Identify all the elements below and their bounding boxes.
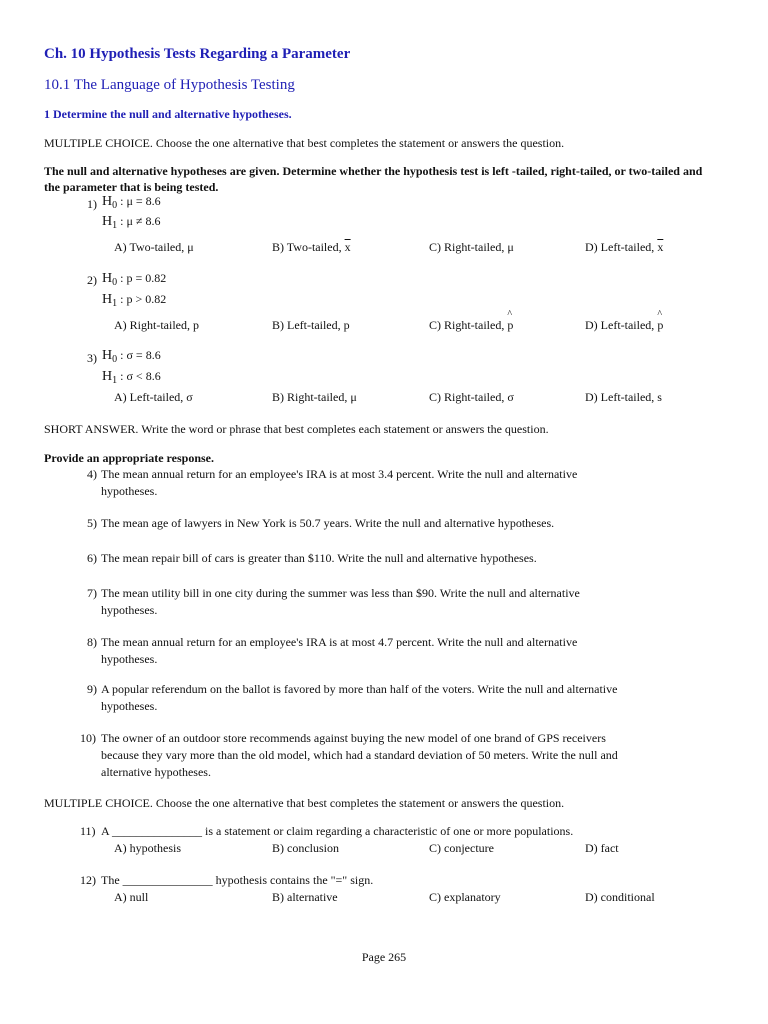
question-text: The mean age of lawyers in New York is 50.7 years. Write the null and alternative hypotheses. [101,516,555,530]
option-c[interactable]: C) conjecture [429,841,494,855]
question-number: 1) [87,197,97,211]
question-text-cont: hypotheses. [101,652,158,666]
question-text: The mean annual return for an employee's IRA is at most 3.4 percent. Write the null and alternative [101,467,578,481]
question-text: The _______________ hypothesis contains the "=" sign. [101,873,374,887]
option-b[interactable]: B) conclusion [272,841,339,855]
option-a[interactable]: A) Left-tailed, σ [114,390,193,404]
option-c[interactable]: C) Right-tailed, σ [429,390,514,404]
question-number: 8) [87,635,97,649]
option-b[interactable]: B) Two-tailed, $\overline{x}$ [272,240,351,254]
question-number: 11) [80,824,96,838]
section-title: 10.1 The Language of Hypothesis Testing [44,77,295,93]
question-number: 9) [87,682,97,696]
question-number: 10) [80,731,96,745]
option-c[interactable]: C) Right-tailed, ^ p [429,318,513,333]
objective-heading: 1 Determine the null and alternative hypotheses. [44,107,292,121]
null-hypothesis: $H_0$ : μ = 8.6 [102,194,161,211]
question-number: 12) [80,873,96,887]
option-a[interactable]: A) null [114,890,149,904]
page-number: Page 265 [361,950,407,964]
option-d[interactable]: D) Left-tailed, s [585,390,662,404]
null-hypothesis: $H_0$ : p = 0.82 [102,271,167,288]
alternative-hypothesis: $H_1$ : σ < 8.6 [102,369,161,386]
question-text-cont: hypotheses. [101,484,158,498]
question-text: The mean repair bill of cars is greater than $110. Write the null and alternative hypotheses. [101,551,537,565]
mc-instruction: MULTIPLE CHOICE. Choose the one alternative that best completes the statement or answers the question. [44,136,565,150]
question-text: A _______________ is a statement or claim regarding a characteristic of one or more populations. [101,824,574,838]
alternative-hypothesis: $H_1$ : p > 0.82 [102,292,167,309]
option-a[interactable]: A) Right-tailed, p [114,318,199,332]
question-number: 4) [87,467,97,481]
option-a[interactable]: A) Two-tailed, μ [114,240,194,254]
question-number: 5) [87,516,97,530]
question-number: 3) [87,351,97,365]
question-text-cont: because they vary more than the old model, which had a standard deviation of 50 meters. Write the null and [101,748,618,762]
question-text-cont: hypotheses. [101,603,158,617]
question-number: 7) [87,586,97,600]
alternative-hypothesis: $H_1$ : μ ≠ 8.6 [102,214,161,231]
option-d[interactable]: D) conditional [585,890,655,904]
question-number: 2) [87,273,97,287]
chapter-title: Ch. 10 Hypothesis Tests Regarding a Parameter [44,46,351,62]
question-text: A popular referendum on the ballot is favored by more than half of the voters. Write the null and alternative [101,682,618,696]
option-d[interactable]: D) Left-tailed, ^ p [585,318,663,333]
option-d[interactable]: D) fact [585,841,619,855]
option-b[interactable]: B) Right-tailed, μ [272,390,357,404]
option-d[interactable]: D) Left-tailed, $\overline{x}$ [585,240,664,254]
question-text: The owner of an outdoor store recommends against buying the new model of one brand of GPS receivers [101,731,606,745]
sa-instruction: SHORT ANSWER. Write the word or phrase that best completes each statement or answers the question. [44,422,549,436]
question-number: 6) [87,551,97,565]
question-text: The mean utility bill in one city during the summer was less than $90. Write the null and alternative [101,586,580,600]
null-hypothesis: $H_0$ : σ = 8.6 [102,348,161,365]
option-b[interactable]: B) alternative [272,890,338,904]
option-c[interactable]: C) explanatory [429,890,501,904]
option-b[interactable]: B) Left-tailed, p [272,318,350,332]
question-text-cont: hypotheses. [101,699,158,713]
option-a[interactable]: A) hypothesis [114,841,181,855]
sa-group-intro: Provide an appropriate response. [44,451,215,465]
option-c[interactable]: C) Right-tailed, μ [429,240,514,254]
question-text: The mean annual return for an employee's IRA is at most 4.7 percent. Write the null and alternative [101,635,578,649]
mc-group-intro: The null and alternative hypotheses are given. Determine whether the hypothesis test is left -tailed, right-tailed, or two-tailed and the parameter that is being tested. [44,164,703,194]
mc2-instruction: MULTIPLE CHOICE. Choose the one alternative that best completes the statement or answers the question. [44,796,565,810]
question-text-cont: alternative hypotheses. [101,765,211,779]
